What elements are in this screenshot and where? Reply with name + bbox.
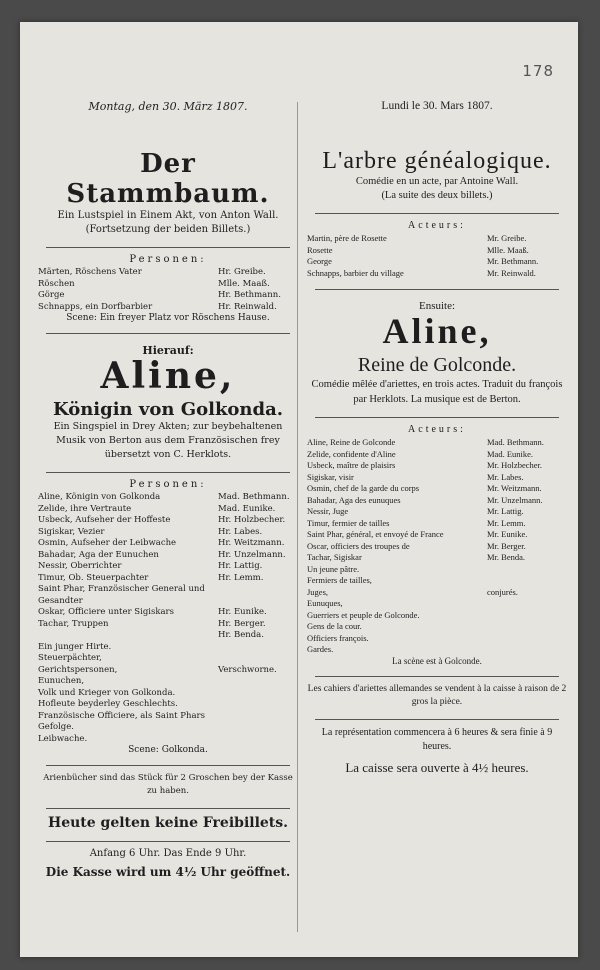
cast-row: Zelide, confidente d'Aline Mad. Eunike.: [307, 448, 534, 459]
play1-continuation-fr: (La suite des deux billets.): [381, 190, 493, 201]
cast-row: Sigiskar, visir Mr. Labes.: [307, 471, 524, 482]
cast-row: Französische Officiere, als Saint Phars Gefolge.: [38, 710, 205, 732]
cast-row: Eunuques,: [307, 598, 343, 608]
cast-row: Leibwache.: [38, 733, 88, 744]
scene-de2: Scene: Golkonda.: [128, 745, 208, 755]
rule: [46, 333, 290, 334]
rule: [315, 676, 559, 677]
cast-row: Steuerpächter,: [38, 653, 102, 663]
rule: [46, 765, 290, 766]
cast-row: Aline, Königin von Golkonda Mad. Bethmann.: [38, 492, 290, 502]
cast-row: Sigiskar, Vezier Hr. Labes.: [38, 526, 263, 537]
cast-row: Gerichtspersonen, Verschworne.: [38, 664, 277, 675]
libretto-note-fr: Les cahiers d'ariettes allemandes se vendent à la caisse à raison de 2 gros la pièce.: [307, 683, 567, 707]
then-label-de: Hierauf:: [142, 344, 194, 357]
play1-subtitle-de: Ein Lustspiel in Einem Akt, von Anton Wall.: [57, 210, 279, 221]
play2-subtitle-de: Königin von Golkonda.: [52, 399, 284, 420]
cast-row: Nessir, Oberrichter Hr. Lattig.: [38, 561, 263, 571]
cast-row: Tachar, Truppen Hr. Berger.: [38, 618, 266, 629]
cast-row: Tachar, Sigiskar Mr. Benda.: [307, 552, 526, 562]
cast-row: Görge Hr. Bethmann.: [38, 290, 281, 300]
play1-continuation-de: (Fortsetzung der beiden Billets.): [85, 224, 251, 235]
scene-fr2: La scène est à Golconde.: [392, 655, 482, 666]
cast-row: Hofleute beyderley Geschlechts.: [38, 699, 178, 709]
cast-row: Röschen Mlle. Maaß.: [38, 278, 270, 289]
cast-row: Schnapps, ein Dorfbarbier Hr. Reinwald.: [38, 301, 277, 312]
cast-row: Ein junger Hirte.: [38, 641, 112, 652]
cast-list-fr2: [307, 437, 567, 656]
play2-desc-de: Ein Singspiel in Drey Akten; zur beybehaltenen Musik von Berton aus dem Französischen frey übersetzt von C. Herklots.: [53, 421, 283, 460]
french-column: [307, 100, 567, 776]
cast-header-de: Personen:: [129, 254, 207, 265]
play2-desc-fr: Comédie mêlée d'ariettes, en trois actes. Traduit du françois par Herklots. La musique est de Berton.: [311, 379, 563, 405]
cast-row: Schnapps, barbier du village Mr. Reinwald.: [307, 267, 536, 278]
cast-row: Gens de la cour.: [307, 621, 362, 631]
play2-title-de: Aline,: [100, 355, 236, 397]
cast-row: Saint Phar, Französischer General und Gesandter: [38, 584, 205, 606]
cast-row: Juges, conjurés.: [307, 586, 518, 597]
play2-subtitle-fr: Reine de Golconde.: [357, 354, 517, 376]
cast-row: Eunuchen,: [38, 676, 85, 686]
cast-row: Gardes.: [307, 644, 334, 654]
rule: [315, 213, 559, 214]
cast-header-fr2: Acteurs:: [408, 424, 466, 435]
cast-row: Oskar, Officiere unter Sigiskars Hr. Eunike.: [38, 607, 267, 617]
cast-row: Märten, Röschens Vater Hr. Greibe.: [38, 267, 266, 277]
rule: [46, 247, 290, 248]
archive-number: 178: [522, 62, 554, 80]
play1-subtitle-fr: Comédie en un acte, par Antoine Wall.: [355, 176, 519, 187]
cast-row: Aline, Reine de Golconde Mad. Bethmann.: [307, 437, 544, 447]
cast-row: Bahadar, Aga des eunuques Mr. Unzelmann.: [307, 494, 543, 505]
german-column: [38, 100, 298, 879]
cast-row: Nessir, Juge Mr. Lattig.: [307, 506, 524, 516]
play1-title-de: Der Stammbaum.: [66, 149, 270, 209]
play2-title-fr: Aline,: [382, 311, 492, 351]
cast-row: Osmin, Aufseher der Leibwache Hr. Weitzmann.: [38, 538, 285, 548]
rule: [315, 417, 559, 418]
cast-row: Timur, Ob. Steuerpachter Hr. Lemm.: [38, 572, 264, 583]
cast-row: Oscar, officiers des troupes de Mr. Berger.: [307, 540, 526, 551]
cast-row: Volk und Krieger von Golkonda.: [38, 687, 176, 698]
no-free-tickets-de: Heute gelten keine Freibillets.: [47, 815, 289, 831]
rule: [46, 841, 290, 842]
cast-row: Rosette Mlle. Maaß.: [307, 244, 529, 255]
cashier-fr: La caisse sera ouverte à 4½ heures.: [345, 759, 529, 775]
cashier-de: Die Kasse wird um 4½ Uhr geöffnet.: [45, 865, 291, 879]
cast-row: Saint Phar, général, et envoyé de France Mr. Eunike.: [307, 529, 528, 539]
rule: [46, 472, 290, 473]
cast-row: Osmin, chef de la garde du corps Mr. Weitzmann.: [307, 483, 542, 493]
play1-title-fr: L'arbre généalogique.: [322, 148, 552, 174]
cast-row: Officiers françois.: [307, 632, 369, 643]
date-fr: Lundi le 30. Mars 1807.: [381, 100, 493, 112]
cast-row: Martin, père de Rosette Mr. Greibe.: [307, 233, 527, 243]
times-de: Anfang 6 Uhr. Das Ende 9 Uhr.: [89, 848, 247, 859]
cast-row: Hr. Benda.: [218, 630, 264, 640]
cast-list-de2: [38, 492, 298, 745]
cast-row: Timur, fermier de tailles Mr. Lemm.: [307, 517, 526, 528]
cast-header-de2: Personen:: [129, 479, 207, 490]
times-fr: La représentation commencera à 6 heures & sera finie à 9 heures.: [321, 726, 553, 752]
cast-list-fr: [307, 233, 567, 279]
cast-row: Un jeune pâtre.: [307, 563, 360, 574]
playbill-sheet: [20, 22, 578, 957]
rule: [315, 289, 559, 290]
cast-row: Usbeck, maître de plaisirs Mr. Holzbecher.: [307, 460, 542, 470]
cast-row: Guerriers et peuple de Golconde.: [307, 609, 420, 620]
cast-row: Bahadar, Aga der Eunuchen Hr. Unzelmann.: [38, 549, 286, 560]
then-label-fr: Ensuite:: [418, 300, 456, 312]
cast-row: Fermiers de tailles,: [307, 575, 372, 585]
rule: [46, 808, 290, 809]
cast-list-de: [38, 267, 298, 313]
cast-row: Zelide, ihre Vertraute Mad. Eunike.: [38, 503, 276, 514]
scene-de: Scene: Ein freyer Platz vor Röschens Hause.: [66, 313, 270, 323]
cast-header-fr: Acteurs:: [408, 220, 466, 231]
cast-row: Usbeck, Aufseher der Hoffeste Hr. Holzbecher.: [38, 515, 286, 525]
libretto-note-de: Arienbücher sind das Stück für 2 Groschen bey der Kasse zu haben.: [43, 773, 293, 796]
date-de: Montag, den 30. März 1807.: [88, 100, 248, 113]
cast-row: George Mr. Bethmann.: [307, 256, 539, 266]
rule: [315, 719, 559, 720]
